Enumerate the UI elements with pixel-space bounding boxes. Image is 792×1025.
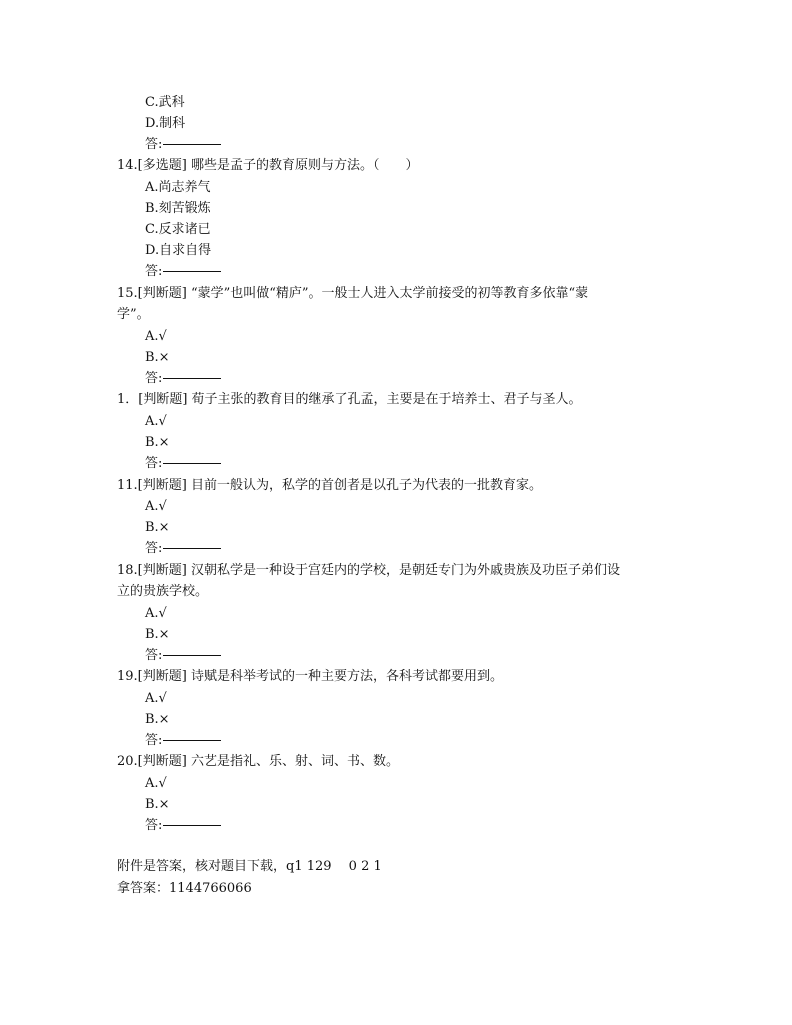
answer-line — [145, 538, 221, 559]
question-stem: 19.[判断题] 诗赋是科举考试的一种主要方法，各科考试都要用到。 — [117, 669, 503, 684]
answer-label: 答: — [145, 733, 163, 748]
question-stem-continuation: 学”。 — [117, 307, 150, 322]
question-stem: 15.[判断题] “蒙学”也叫做“精庐”。一般士人进入太学前接受的初等教育多依靠“蒙 — [117, 286, 589, 301]
question-stem: 14.[多选题] 哪些是孟子的教育原则与方法。（ ） — [117, 158, 419, 173]
option-b: B.× — [145, 435, 170, 450]
answer-blank — [163, 463, 221, 464]
option-b: B.× — [145, 712, 170, 727]
answer-line — [145, 645, 221, 666]
question-stem: 1．[判断题] 荀子主张的教育目的继承了孔孟，主要是在于培养士、君子与圣人。 — [117, 392, 582, 407]
option-b: B.× — [145, 797, 170, 812]
footer-contact: 拿答案：1144766066 — [117, 881, 252, 896]
answer-line — [145, 368, 221, 389]
answer-blank — [163, 271, 221, 272]
answer-blank — [163, 144, 221, 145]
answer-line — [145, 261, 221, 282]
option-b: B.× — [145, 350, 170, 365]
question-stem: 18.[判断题] 汉朝私学是一种设于宫廷内的学校，是朝廷专门为外戚贵族及功臣子弟们设 — [117, 563, 620, 578]
answer-label: 答: — [145, 648, 163, 663]
answer-line — [145, 730, 221, 751]
option-a: A.√ — [145, 606, 167, 621]
answer-blank — [163, 655, 221, 656]
question-stem: 20.[判断题] 六艺是指礼、乐、射、词、书、数。 — [117, 754, 399, 769]
answer-blank — [163, 548, 221, 549]
answer-blank — [163, 740, 221, 741]
answer-label: 答: — [145, 541, 163, 556]
option-a: A.尚志养气 — [145, 180, 211, 195]
option-b: B.× — [145, 520, 170, 535]
answer-line — [145, 134, 221, 155]
answer-blank — [163, 378, 221, 379]
answer-blank — [163, 825, 221, 826]
option-d: D.自求自得 — [145, 243, 212, 258]
option-a: A.√ — [145, 414, 167, 429]
option-a: A.√ — [145, 776, 167, 791]
answer-line — [145, 815, 221, 836]
option-b: B.× — [145, 627, 170, 642]
option-c: C.反求诸已 — [145, 222, 211, 237]
option-c-wuke: C.武科 — [145, 95, 185, 110]
answer-label: 答: — [145, 371, 163, 386]
option-b: B.刻苦锻炼 — [145, 201, 211, 216]
answer-label: 答: — [145, 264, 163, 279]
option-a: A.√ — [145, 691, 167, 706]
option-d-zhike: D.制科 — [145, 116, 186, 131]
answer-label: 答: — [145, 818, 163, 833]
answer-line — [145, 453, 221, 474]
question-stem-continuation: 立的贵族学校。 — [117, 584, 209, 599]
question-stem: 11.[判断题] 目前一般认为，私学的首创者是以孔子为代表的一批教育家。 — [117, 478, 542, 493]
option-a: A.√ — [145, 499, 167, 514]
answer-label: 答: — [145, 456, 163, 471]
footer-download-note: 附件是答案，核对题目下载，q1 129 0 2 1 — [117, 859, 382, 874]
answer-label: 答: — [145, 137, 163, 152]
option-a: A.√ — [145, 329, 167, 344]
